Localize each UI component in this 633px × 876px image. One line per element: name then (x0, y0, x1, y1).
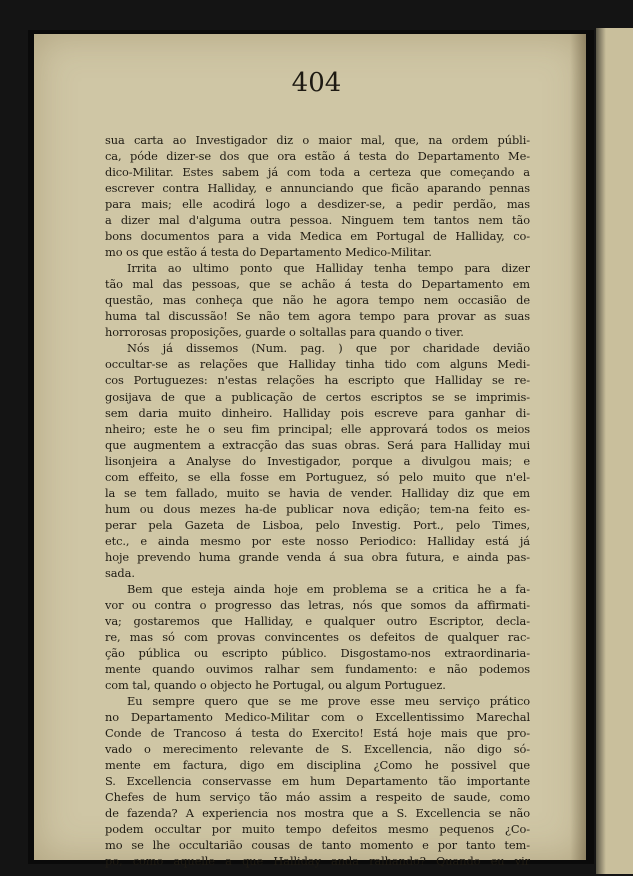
text-line: ção pública ou escripto público. Disgostamo-nos extraordinaria- (105, 646, 530, 660)
text-line: vor ou contra o progresso das letras, nós que somos da affirmati- (105, 597, 530, 612)
text-line: Bem que esteja ainda hoje em problema se a critica he a fa- (127, 581, 530, 596)
text-line: mo se lhe occultarião cousas de tanto momento e por tanto tem- (105, 838, 530, 853)
text-line: perar pela Gazeta de Lisboa, pelo Investig. Port., pelo Times, (105, 517, 530, 532)
text-line: dico-Militar. Estes sabem já com toda a certeza que começando a (105, 165, 530, 180)
text-line: sada. (105, 565, 135, 580)
facing-page-shadow (596, 28, 606, 874)
text-line: tão mal das pessoas, que se achão á testa do Departamento em (105, 277, 530, 292)
text-line: Chefes de hum serviço tão máo assim a respeito de saude, como (105, 790, 530, 805)
text-line: ca, póde dizer-se dos que ora estão á testa do Departamento Me- (105, 149, 530, 164)
text-line: mente em factura, digo em disciplina ¿Como he possivel que (105, 758, 530, 773)
text-line: po, como aquelle a que Halliday anda ralhando? Quando eu vir (105, 854, 530, 869)
text-line: questão, mas conheça que não he agora tempo nem occasião de (105, 293, 530, 308)
text-line: Irrita ao ultimo ponto que Halliday tenha tempo para dizer (127, 261, 530, 276)
text-line: va; gostaremos que Halliday, e qualquer outro Escriptor, decla- (105, 613, 530, 628)
text-line: de fazenda? A experiencia nos mostra que a S. Excellencia se não (105, 806, 530, 821)
text-line: no Departamento Medico-Militar com o Excellentissimo Marechal (105, 710, 530, 725)
text-line: Eu sempre quero que se me prove esse meu serviço prático (127, 694, 530, 709)
text-line: para mais; elle acodirá logo a desdizer-se, a pedir perdão, mas (105, 197, 530, 212)
text-line: podem occultar por muito tempo defeitos mesmo pequenos ¿Co- (105, 822, 530, 837)
text-line: mente quando ouvimos ralhar sem fundamento: e não podemos (105, 662, 530, 677)
text-line: vado o merecimento relevante de S. Excellencia, não digo só- (105, 742, 530, 757)
text-line: hoje prevendo huma grande venda á sua obra futura, e ainda pas- (105, 549, 530, 564)
text-line: lisonjeira a Analyse do Investigador, porque a divulgou mais; e (105, 453, 530, 468)
text-line: Conde de Trancoso á testa do Exercito! Está hoje mais que pro- (105, 726, 530, 741)
text-line: gosijava de que a publicação de certos escriptos se se imprimis- (105, 389, 530, 404)
body-text (105, 132, 530, 869)
text-line: horrorosas proposições, guarde o soltallas para quando o tiver. (105, 325, 464, 340)
text-line: la se tem fallado, muito se havia de vender. Halliday diz que em (105, 485, 530, 500)
text-line: escrever contra Halliday, e annunciando que ficão aparando pennas (105, 181, 530, 196)
text-line: que augmentem a extracção das suas obras. Será para Halliday mui (105, 437, 530, 452)
text-line: nheiro; este he o seu fim principal; elle approvará todos os meios (105, 421, 530, 436)
text-line: Nós já dissemos (Num. pag. ) que por charidade devião (127, 341, 530, 356)
text-line: mo os que estão á testa do Departamento Medico-Militar. (105, 245, 432, 260)
text-line: huma tal discussão! Se não tem agora tempo para provar as suas (105, 309, 530, 324)
text-line: S. Excellencia conservasse em hum Departamento tão importante (105, 774, 530, 789)
page-gutter-shadow (570, 34, 586, 860)
text-line: com tal, quando o objecto he Portugal, ou algum Portuguez. (105, 678, 446, 693)
text-line: etc., e ainda mesmo por este nosso Periodico: Halliday está já (105, 533, 530, 548)
text-line: cos Portuguezes: n'estas relações ha escripto que Halliday se re- (105, 373, 530, 388)
text-line: occultar-se as relações que Halliday tinha tido com alguns Medi- (105, 357, 530, 372)
text-line: sua carta ao Investigador diz o maior mal, que, na ordem públi- (105, 133, 530, 147)
text-line: sem daria muito dinheiro. Halliday pois escreve para ganhar di- (105, 405, 530, 420)
text-line: a dizer mal d'alguma outra pessoa. Ninguem tem tantos nem tão (105, 213, 530, 228)
page-number: 404 (291, 68, 342, 98)
text-line: re, mas só com provas convincentes os defeitos de qualquer rac- (105, 629, 530, 644)
text-line: com effeito, se ella fosse em Portuguez, só pelo muito que n'el- (105, 469, 530, 484)
text-line: hum ou dous mezes ha-de publicar nova edição; tem-na feito es- (105, 501, 530, 516)
text-line: bons documentos para a vida Medica em Portugal de Halliday, co- (105, 229, 530, 244)
